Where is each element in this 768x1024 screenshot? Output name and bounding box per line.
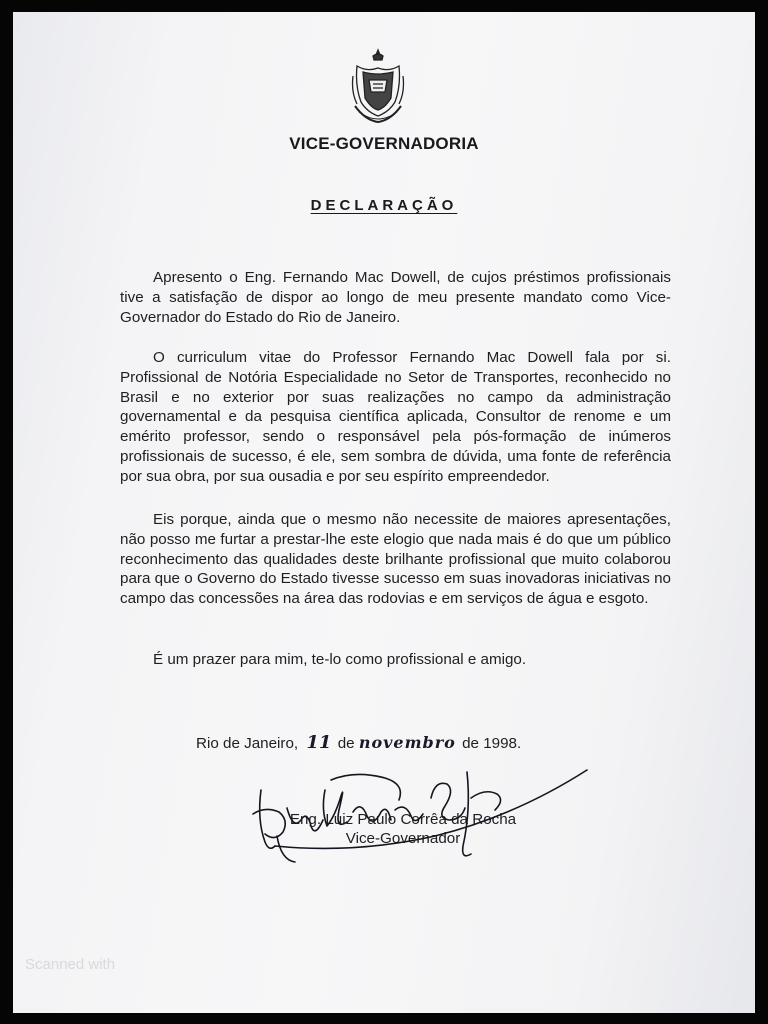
signer-name: Eng. Luiz Paulo Corrêa da Rocha: [289, 811, 517, 828]
agency-heading: VICE-GOVERNADORIA: [289, 134, 479, 153]
coat-of-arms-seal: [349, 46, 407, 126]
date-month-handwritten: novembro: [358, 733, 456, 752]
paragraph-1: Apresento o Eng. Fernando Mac Dowell, de cujos préstimos profissionais tive a satisfação de dispor ao longo de meu presente mandato como Vice-Governador do Estado do Rio de Janeiro.: [120, 269, 671, 326]
handwritten-signature: [235, 750, 595, 870]
scanner-watermark: Scanned with: [25, 956, 116, 973]
paragraph-2: O curriculum vitae do Professor Fernando Mac Dowell fala por si. Profissional de Notória Especialidade no Setor de Transportes, reconhecido no Brasil e no exterior por suas realizações no campo da administração governamental e da pesquisa científica aplicada, Consultor de renome e um emérito professor, sendo o responsável pela pós-formação de inúmeros profissionais de sucesso, é ele, sem sombra de dúvida, uma fonte de referência por sua obra, por sua ousadia e por seu espírito empreendedor.: [120, 349, 671, 485]
paragraph-3: Eis porque, ainda que o mesmo não necessite de maiores apresentações, não posso me furtar a prestar-lhe este elogio que nada mais é do que um público reconhecimento das qualidades deste brilhante profissional que muito colaborou para que o Governo do Estado tivesse sucesso em suas inovadoras iniciativas no campo das concessões na área das rodovias e em serviços de água e esgoto.: [120, 511, 671, 608]
date-day-handwritten: 11: [306, 732, 332, 753]
document-title-text: DECLARAÇÃO: [310, 197, 458, 214]
document-page: [13, 12, 755, 1013]
document-title: [13, 197, 755, 214]
signer-role: Vice-Governador: [345, 830, 461, 847]
date-year: 1998.: [483, 735, 522, 752]
date-place: Rio de Janeiro,: [196, 735, 299, 752]
paragraph-4: É um prazer para mim, te-lo como profissional e amigo.: [153, 651, 527, 668]
date-de-1: de: [337, 735, 355, 752]
date-de-2: de: [462, 735, 479, 752]
